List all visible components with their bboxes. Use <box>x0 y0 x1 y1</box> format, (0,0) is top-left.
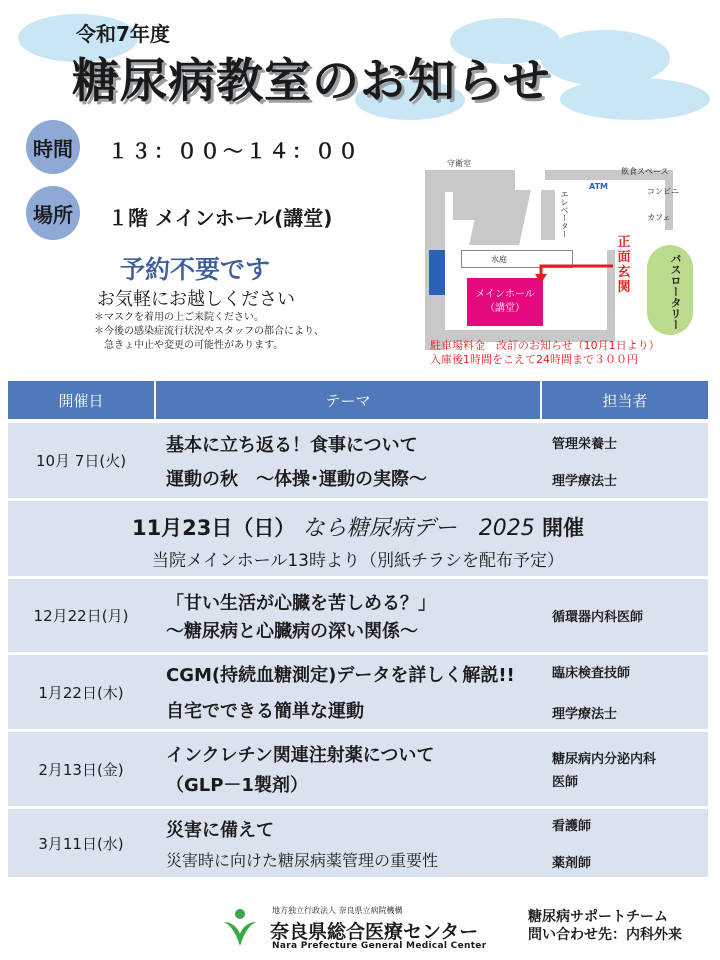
support-team: 糖尿病サポートチーム <box>528 909 668 925</box>
row-staff <box>542 655 708 729</box>
notes <box>94 311 324 353</box>
table-row <box>8 579 708 652</box>
elevator-block <box>541 190 555 240</box>
staff-line: 薬剤師 <box>552 856 592 871</box>
theme-line: 災害に備えて <box>166 819 274 841</box>
row-staff <box>542 423 708 498</box>
staff-line: 臨床検査技師 <box>552 666 631 681</box>
atm-label: ATM <box>589 182 608 191</box>
staff-line: 理学療法士 <box>552 473 618 489</box>
parking-fee-notice <box>430 339 660 367</box>
stairs-block <box>429 250 445 295</box>
hospital-logo-icon <box>218 906 262 950</box>
theme-line: 自宅でできる簡単な運動 <box>166 701 364 722</box>
note-line: ＊マスクを着用の上ご来院ください。 <box>94 312 264 323</box>
row-staff <box>542 732 708 806</box>
staff-line: 管理栄養士 <box>552 436 618 452</box>
contact-info <box>528 908 682 944</box>
eating-space-label: 飲食スペース <box>621 167 669 176</box>
theme-line: 災害時に向けた糖尿病薬管理の重要性 <box>166 850 439 870</box>
theme-line: インクレチン関連注射薬について <box>166 745 435 766</box>
table-header-row <box>8 381 708 419</box>
note-line: ＊今後の感染症流行状況やスタッフの都合により、 <box>94 326 324 337</box>
row-date: 10月 7日(火) <box>35 452 127 470</box>
special-event-detail: 当院メインホール13時より（別紙チラシを配布予定） <box>152 551 564 571</box>
place-value: １階 メインホール(講堂) <box>108 206 333 230</box>
hospital-name: 奈良県総合医療センター <box>270 921 479 943</box>
theme-line: 運動の秋 〜体操･運動の実際〜 <box>166 468 427 490</box>
direction-arrow <box>525 258 615 284</box>
note-line: 急きょ中止や変更の可能性があります。 <box>94 340 284 351</box>
water-garden-label: 水庭 <box>491 255 507 264</box>
fiscal-year: 令和7年度 <box>76 22 170 46</box>
special-event-name: なら糖尿病デー 2025 <box>302 516 535 541</box>
floor-map <box>425 150 715 350</box>
no-reservation-text: 予約不要です <box>120 255 271 284</box>
table-row <box>8 809 708 877</box>
bus-rotary-label: バスロータリー <box>669 253 682 330</box>
row-theme <box>156 655 540 729</box>
map-building <box>469 190 531 245</box>
header-staff: 担当者 <box>542 381 708 419</box>
row-theme <box>156 732 540 806</box>
special-event-row <box>8 501 708 576</box>
row-theme <box>156 809 540 877</box>
time-label: 時間 <box>26 120 80 174</box>
row-theme <box>156 579 540 652</box>
guard-room-label: 守衛室 <box>447 159 471 168</box>
cafe-label: カフェ <box>647 213 671 222</box>
row-date: 12月22日(月) <box>33 607 129 625</box>
parking-line: 駐車場料金 改訂のお知らせ（10月1日より） <box>430 339 660 352</box>
theme-line: 基本に立ち返る！食事について <box>166 434 418 456</box>
special-event-suffix: 開催 <box>542 516 585 540</box>
elevator-label: エレベーター <box>560 190 569 238</box>
welcome-text: お気軽にお越しください <box>97 289 295 310</box>
special-event-title <box>8 501 708 542</box>
cloud-decoration <box>560 78 710 120</box>
theme-line: CGM(持続血糖測定)データを詳しく解説!! <box>166 665 515 686</box>
place-label: 場所 <box>26 186 80 240</box>
main-entrance-label: 正面玄関 <box>617 235 631 295</box>
org-affiliation: 地方独立行政法人 奈良県立病院機構 <box>272 906 403 915</box>
theme-line: 〜糖尿病と心臓病の深い関係〜 <box>166 620 418 642</box>
time-value: １３：００〜１４：００ <box>108 139 361 163</box>
table-row <box>8 655 708 729</box>
row-staff <box>542 579 708 652</box>
contact-department: 問い合わせ先：内科外来 <box>528 927 682 943</box>
row-date: 2月13日(金) <box>38 760 124 779</box>
special-event-date: 11月23日（日） <box>131 516 296 540</box>
staff-line: 理学療法士 <box>552 707 618 722</box>
page-title: 糖尿病教室のお知らせ <box>72 54 551 109</box>
row-staff <box>542 809 708 877</box>
main-hall-location: メインホール（講堂） <box>467 278 543 326</box>
theme-line: （GLP－1製剤） <box>166 775 308 796</box>
staff-line: 糖尿病内分泌内科 <box>552 752 657 767</box>
hospital-name-english: Nara Prefecture General Medical Center <box>272 941 487 951</box>
row-date: 3月11日(水) <box>38 834 124 853</box>
schedule-table <box>8 381 708 880</box>
theme-line: 「甘い生活が心臓を苦しめる？」 <box>166 592 436 614</box>
table-row <box>8 423 708 498</box>
staff-line: 循環器内科医師 <box>552 610 644 625</box>
row-date: 1月22日(木) <box>38 683 124 702</box>
header-theme: テーマ <box>156 381 540 419</box>
staff-line: 看護師 <box>552 819 592 834</box>
staff-line: 医師 <box>552 775 579 790</box>
convenience-store-label: コンビニ <box>647 187 679 196</box>
parking-line: 入庫後1時間をこえて24時間まで３００円 <box>430 353 638 366</box>
header-date: 開催日 <box>8 381 154 419</box>
table-row <box>8 732 708 806</box>
row-theme <box>156 423 540 498</box>
